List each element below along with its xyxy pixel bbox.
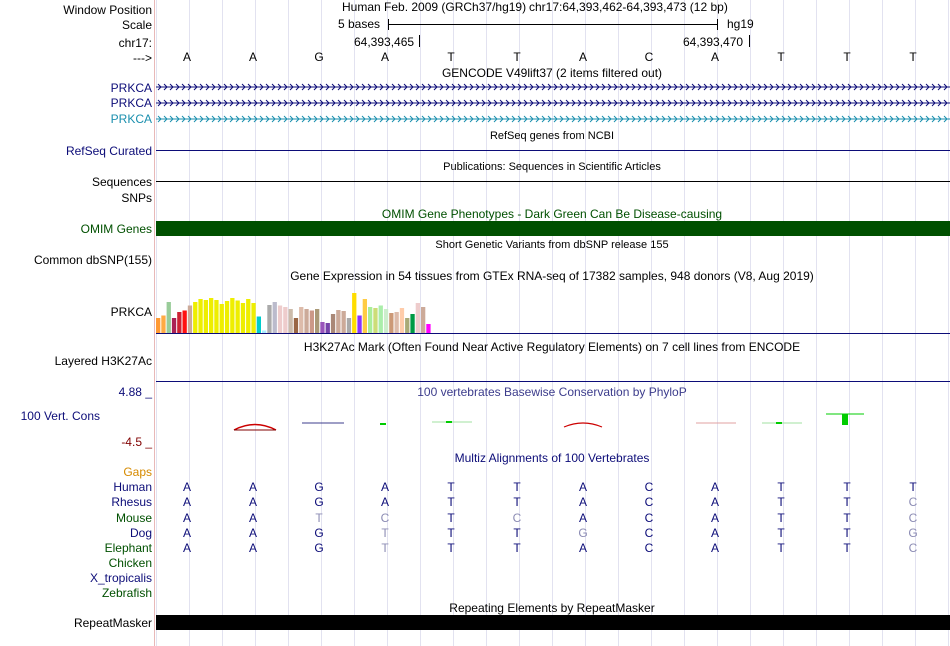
gtex-bar[interactable] bbox=[183, 311, 187, 334]
gtex-bar[interactable] bbox=[304, 309, 308, 333]
reference-base: A bbox=[182, 50, 192, 64]
alignment-base: G bbox=[314, 541, 324, 555]
gtex-bar[interactable] bbox=[167, 302, 171, 333]
label-sp-zebrafish[interactable]: Zebrafish bbox=[101, 586, 152, 600]
gtex-bar[interactable] bbox=[156, 318, 160, 333]
coord-label-2: 64,393,470 bbox=[683, 35, 744, 49]
label-prkca-gtex[interactable]: PRKCA bbox=[110, 305, 152, 319]
scale-bar bbox=[388, 24, 718, 25]
label-scale[interactable]: Scale bbox=[121, 18, 152, 32]
assembly-title: Human Feb. 2009 (GRCh37/hg19) bbox=[342, 0, 527, 14]
label-sp-mouse[interactable]: Mouse bbox=[115, 511, 152, 525]
alignment-base: G bbox=[314, 495, 324, 509]
label-vert-cons[interactable]: 100 Vert. Cons bbox=[20, 409, 100, 423]
alignment-base: T bbox=[843, 526, 851, 540]
alignment-base: C bbox=[908, 541, 918, 555]
gtex-bar[interactable] bbox=[294, 318, 298, 333]
alignment-base: A bbox=[710, 511, 720, 525]
gtex-bar[interactable] bbox=[342, 311, 346, 333]
alignment-base: A bbox=[248, 541, 258, 555]
alignment-base: T bbox=[447, 480, 455, 494]
alignment-base: C bbox=[908, 495, 918, 509]
dbsnp-title: Short Genetic Variants from dbSNP release 155 bbox=[435, 239, 669, 251]
scale-bar-right-tick bbox=[717, 19, 718, 30]
phylop-title: 100 vertebrates Basewise Conservation by PhyloP bbox=[417, 385, 687, 399]
alignment-base: A bbox=[182, 541, 192, 555]
label-separator bbox=[154, 0, 155, 646]
label-sp-elephant[interactable]: Elephant bbox=[104, 541, 152, 555]
gtex-bar[interactable] bbox=[278, 306, 282, 334]
gtex-bar[interactable] bbox=[220, 304, 224, 333]
gtex-bar[interactable] bbox=[246, 299, 250, 333]
reference-base: A bbox=[248, 50, 258, 64]
alignment-base: A bbox=[578, 495, 588, 509]
gtex-baseline bbox=[156, 333, 950, 334]
label-chrom[interactable]: chr17: bbox=[118, 36, 152, 50]
alignment-base: T bbox=[447, 511, 455, 525]
alignment-base: T bbox=[777, 480, 785, 494]
label-sp-human[interactable]: Human bbox=[113, 480, 152, 494]
label-common-dbsnp[interactable]: Common dbSNP(155) bbox=[33, 253, 152, 267]
reference-base: T bbox=[513, 50, 521, 64]
label-repeatmasker[interactable]: RepeatMasker bbox=[73, 616, 152, 630]
gtex-bar[interactable] bbox=[395, 312, 399, 333]
gtex-bar[interactable] bbox=[320, 322, 324, 333]
coord-tick-2 bbox=[749, 35, 750, 47]
alignment-base: A bbox=[710, 526, 720, 540]
gtex-bar[interactable] bbox=[214, 300, 218, 333]
gtex-bar[interactable] bbox=[326, 323, 330, 333]
gtex-bar[interactable] bbox=[352, 293, 356, 333]
label-strand[interactable]: ---> bbox=[133, 51, 152, 65]
reference-base: A bbox=[710, 50, 720, 64]
alignment-base: T bbox=[843, 511, 851, 525]
phylop-mark-5 bbox=[564, 423, 602, 427]
gtex-bar[interactable] bbox=[177, 312, 181, 333]
alignment-base: A bbox=[578, 541, 588, 555]
alignment-base: A bbox=[182, 480, 192, 494]
label-layered-h3k27ac[interactable]: Layered H3K27Ac bbox=[54, 354, 152, 368]
scale-db: hg19 bbox=[727, 17, 754, 31]
phylop-mark-1 bbox=[234, 425, 276, 431]
gtex-bar[interactable] bbox=[236, 301, 240, 334]
h3k27ac-title: H3K27Ac Mark (Often Found Near Active Regulatory Elements) on 7 cell lines from ENCODE bbox=[303, 340, 801, 354]
label-sp-chicken[interactable]: Chicken bbox=[108, 556, 152, 570]
gencode-features[interactable] bbox=[156, 80, 950, 130]
alignment-base: T bbox=[777, 526, 785, 540]
gtex-bar[interactable] bbox=[379, 306, 383, 334]
reference-base: T bbox=[777, 50, 785, 64]
alignment-base: A bbox=[182, 511, 192, 525]
alignment-base: T bbox=[777, 511, 785, 525]
label-prkca-3[interactable]: PRKCA bbox=[110, 112, 152, 126]
h3k27ac-baseline bbox=[156, 381, 950, 382]
alignment-base: T bbox=[513, 526, 521, 540]
alignment-base: A bbox=[380, 495, 390, 509]
reference-base: T bbox=[909, 50, 917, 64]
label-prkca-2[interactable]: PRKCA bbox=[110, 96, 152, 110]
multiz-title: Multiz Alignments of 100 Vertebrates bbox=[454, 451, 650, 465]
alignment-base: A bbox=[182, 495, 192, 509]
alignment-base: A bbox=[182, 526, 192, 540]
label-omim-genes[interactable]: OMIM Genes bbox=[80, 222, 152, 236]
gtex-bar[interactable] bbox=[257, 317, 261, 334]
alignment-base: T bbox=[843, 480, 851, 494]
gtex-title: Gene Expression in 54 tissues from GTEx RNA-seq of 17382 samples, 948 donors (V8, Aug 2019) bbox=[290, 269, 814, 283]
publications-feature[interactable] bbox=[156, 181, 950, 182]
alignment-base: C bbox=[512, 511, 522, 525]
gtex-bar[interactable] bbox=[336, 310, 340, 333]
alignment-base: G bbox=[314, 526, 324, 540]
alignment-base: T bbox=[381, 541, 389, 555]
alignment-base: T bbox=[447, 526, 455, 540]
gtex-bar[interactable] bbox=[198, 299, 202, 333]
label-sp-dog[interactable]: Dog bbox=[129, 526, 152, 540]
refseq-title: RefSeq genes from NCBI bbox=[489, 130, 615, 142]
repeatmasker-feature[interactable] bbox=[156, 615, 950, 630]
alignment-base: T bbox=[909, 480, 917, 494]
reference-base: T bbox=[447, 50, 455, 64]
omim-feature[interactable] bbox=[156, 221, 950, 236]
reference-base: G bbox=[314, 50, 324, 64]
gtex-bar[interactable] bbox=[283, 307, 287, 333]
alignment-base: C bbox=[644, 526, 654, 540]
gtex-bar[interactable] bbox=[373, 308, 377, 333]
alignment-base: A bbox=[710, 541, 720, 555]
refseq-feature[interactable] bbox=[156, 150, 950, 151]
label-prkca-1[interactable]: PRKCA bbox=[110, 81, 152, 95]
coord-tick-1 bbox=[419, 35, 420, 47]
alignment-base: A bbox=[380, 480, 390, 494]
label-sp-rhesus[interactable]: Rhesus bbox=[111, 495, 152, 509]
gtex-bar[interactable] bbox=[193, 302, 197, 333]
gtex-bar[interactable] bbox=[368, 307, 372, 333]
alignment-base: A bbox=[248, 511, 258, 525]
gtex-bar[interactable] bbox=[400, 308, 404, 333]
alignment-base: A bbox=[248, 480, 258, 494]
alignment-base: A bbox=[710, 480, 720, 494]
label-refseq-curated[interactable]: RefSeq Curated bbox=[65, 144, 152, 158]
alignment-base: C bbox=[644, 495, 654, 509]
gtex-bar[interactable] bbox=[188, 306, 192, 334]
alignment-base: T bbox=[381, 526, 389, 540]
reference-base: A bbox=[380, 50, 390, 64]
gtex-bar[interactable] bbox=[289, 309, 293, 333]
reference-base: A bbox=[578, 50, 588, 64]
alignment-base: T bbox=[513, 541, 521, 555]
alignment-base: C bbox=[908, 511, 918, 525]
label-gaps[interactable]: Gaps bbox=[123, 465, 152, 479]
repeatmasker-title: Repeating Elements by RepeatMasker bbox=[449, 601, 655, 615]
alignment-base: T bbox=[843, 541, 851, 555]
coord-label-1: 64,393,465 bbox=[354, 35, 415, 49]
reference-base: T bbox=[843, 50, 851, 64]
gencode-title: GENCODE V49lift37 (2 items filtered out) bbox=[441, 66, 663, 80]
alignment-base: G bbox=[908, 526, 918, 540]
gtex-bar[interactable] bbox=[384, 309, 388, 333]
gtex-bar[interactable] bbox=[421, 307, 425, 333]
omim-title: OMIM Gene Phenotypes - Dark Green Can Be Disease-causing bbox=[381, 207, 723, 221]
alignment-base: A bbox=[710, 495, 720, 509]
label-sequences[interactable]: Sequences bbox=[91, 175, 152, 189]
alignment-base: T bbox=[843, 495, 851, 509]
label-snps[interactable]: SNPs bbox=[121, 191, 152, 205]
gtex-bar[interactable] bbox=[416, 303, 420, 333]
gtex-bar[interactable] bbox=[347, 318, 351, 333]
gtex-bar[interactable] bbox=[357, 316, 361, 334]
gtex-bar[interactable] bbox=[315, 309, 319, 333]
alignment-base: A bbox=[578, 480, 588, 494]
alignment-base: T bbox=[513, 495, 521, 509]
label-cons-min[interactable]: -4.5 _ bbox=[121, 435, 152, 449]
gtex-bar[interactable] bbox=[204, 300, 208, 333]
alignment-base: A bbox=[248, 526, 258, 540]
alignment-base: A bbox=[578, 511, 588, 525]
alignment-base: G bbox=[578, 526, 588, 540]
phylop-track[interactable] bbox=[156, 405, 950, 445]
alignment-base: C bbox=[644, 541, 654, 555]
alignment-base: C bbox=[644, 511, 654, 525]
alignment-base: T bbox=[447, 541, 455, 555]
gtex-bar[interactable] bbox=[209, 298, 213, 333]
alignment-base: C bbox=[644, 480, 654, 494]
gtex-bar[interactable] bbox=[363, 299, 367, 333]
label-window-position[interactable]: Window Position bbox=[63, 3, 152, 17]
gtex-bar[interactable] bbox=[299, 307, 303, 333]
gtex-bar[interactable] bbox=[410, 314, 414, 333]
alignment-base: G bbox=[314, 480, 324, 494]
gtex-bar[interactable] bbox=[426, 324, 430, 333]
gtex-bar[interactable] bbox=[230, 298, 234, 333]
alignment-base: A bbox=[248, 495, 258, 509]
alignment-base: T bbox=[777, 495, 785, 509]
gtex-bar[interactable] bbox=[225, 301, 229, 333]
label-cons-max[interactable]: 4.88 _ bbox=[118, 385, 152, 399]
position-text: chr17:64,393,462-64,393,473 (12 bp) bbox=[529, 0, 728, 14]
gtex-bar[interactable] bbox=[161, 316, 165, 334]
alignment-base: C bbox=[380, 511, 390, 525]
alignment-base: T bbox=[513, 480, 521, 494]
phylop-mark-8 bbox=[842, 414, 848, 425]
alignment-base: T bbox=[447, 495, 455, 509]
gtex-bar[interactable] bbox=[273, 302, 277, 333]
gtex-chart[interactable] bbox=[156, 283, 950, 333]
track-labels bbox=[0, 0, 155, 646]
scale-text: 5 bases bbox=[338, 17, 381, 31]
gtex-bar[interactable] bbox=[331, 314, 335, 333]
reference-base: C bbox=[644, 50, 654, 64]
gtex-bar[interactable] bbox=[310, 311, 314, 334]
gtex-bar[interactable] bbox=[251, 303, 255, 333]
label-sp-xtropicalis[interactable]: X_tropicalis bbox=[89, 571, 152, 585]
gtex-bar[interactable] bbox=[405, 318, 409, 333]
alignment-base: T bbox=[777, 541, 785, 555]
alignment-base: T bbox=[315, 511, 323, 525]
gtex-bar[interactable] bbox=[241, 303, 245, 333]
track-area[interactable] bbox=[156, 0, 950, 646]
gtex-bar[interactable] bbox=[267, 305, 271, 333]
scale-bar-left-tick bbox=[388, 19, 389, 30]
gtex-bar[interactable] bbox=[172, 318, 176, 333]
gtex-bar[interactable] bbox=[389, 313, 393, 333]
publications-title: Publications: Sequences in Scientific Articles bbox=[443, 161, 661, 173]
